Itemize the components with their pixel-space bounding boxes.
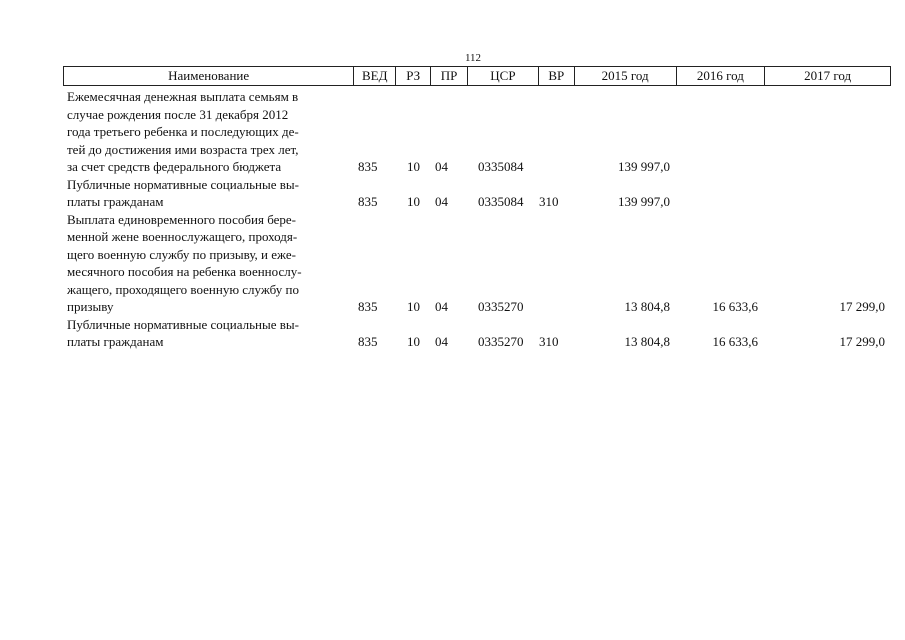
row-pr: 04 <box>435 194 448 209</box>
row-csr: 0335084 <box>478 159 524 174</box>
row-name-line: платы гражданам <box>67 334 164 349</box>
row-name <box>63 211 354 316</box>
row-rz: 10 <box>407 159 420 174</box>
row-name-line: месячного пособия на ребенка военнослу- <box>67 264 302 279</box>
row-2016: 16 633,6 <box>712 334 758 349</box>
row-name <box>63 316 354 351</box>
table-body <box>63 88 891 351</box>
page-number: 112 <box>464 52 482 64</box>
row-name-line: щего военную службу по призыву, и еже- <box>67 246 296 262</box>
row-2015: 139 997,0 <box>618 194 670 209</box>
table-row <box>63 176 891 211</box>
row-vr: 310 <box>539 334 559 349</box>
row-name <box>63 88 354 176</box>
row-name-line: Публичные нормативные социальные вы- <box>67 176 299 192</box>
row-pr: 04 <box>435 159 448 174</box>
table-header <box>63 66 891 86</box>
row-rz: 10 <box>407 334 420 349</box>
row-2015: 13 804,8 <box>624 334 670 349</box>
header-ved: ВЕД <box>354 67 396 85</box>
row-2015: 13 804,8 <box>624 299 670 314</box>
header-2016: 2016 год <box>677 67 766 85</box>
row-2016: 16 633,6 <box>712 299 758 314</box>
row-2015: 139 997,0 <box>618 159 670 174</box>
row-csr: 0335270 <box>478 299 524 314</box>
row-pr: 04 <box>435 334 448 349</box>
row-name-line: случае рождения после 31 декабря 2012 <box>67 106 289 122</box>
header-name: Наименование <box>64 67 354 85</box>
row-name-line: менной жене военнослужащего, проходя- <box>67 229 298 244</box>
header-2017: 2017 год <box>804 68 852 83</box>
row-vr: 310 <box>539 194 559 209</box>
row-name-line: призыву <box>67 299 114 314</box>
row-rz: 10 <box>407 299 420 314</box>
row-ved: 835 <box>358 159 378 174</box>
row-2017: 17 299,0 <box>839 299 885 314</box>
header-2015: 2015 год <box>575 67 677 85</box>
row-name-line: Ежемесячная денежная выплата семьям в <box>67 89 299 104</box>
row-ved: 835 <box>358 334 378 349</box>
row-csr: 0335084 <box>478 194 524 209</box>
row-csr: 0335270 <box>478 334 524 349</box>
row-name-line: года третьего ребенка и последующих де- <box>67 124 299 139</box>
row-name-line: Выплата единовременного пособия бере- <box>67 211 297 227</box>
row-name <box>63 176 354 211</box>
row-name-line: жащего, проходящего военную службу по <box>67 281 300 297</box>
row-2017: 17 299,0 <box>839 334 885 349</box>
table-row <box>63 316 891 351</box>
row-pr: 04 <box>435 299 448 314</box>
header-rz: РЗ <box>396 67 431 85</box>
row-name-line: тей до достижения ими возраста трех лет, <box>67 141 299 157</box>
row-ved: 835 <box>358 299 378 314</box>
header-pr: ПР <box>431 67 468 85</box>
row-ved: 835 <box>358 194 378 209</box>
row-name-line: платы гражданам <box>67 194 164 209</box>
row-name-line: Публичные нормативные социальные вы- <box>67 316 299 332</box>
row-name-line: за счет средств федерального бюджета <box>67 159 282 174</box>
table-row <box>63 88 891 176</box>
header-vr: ВР <box>539 67 575 85</box>
row-rz: 10 <box>407 194 420 209</box>
header-csr: ЦСР <box>468 67 539 85</box>
table-row <box>63 211 891 316</box>
